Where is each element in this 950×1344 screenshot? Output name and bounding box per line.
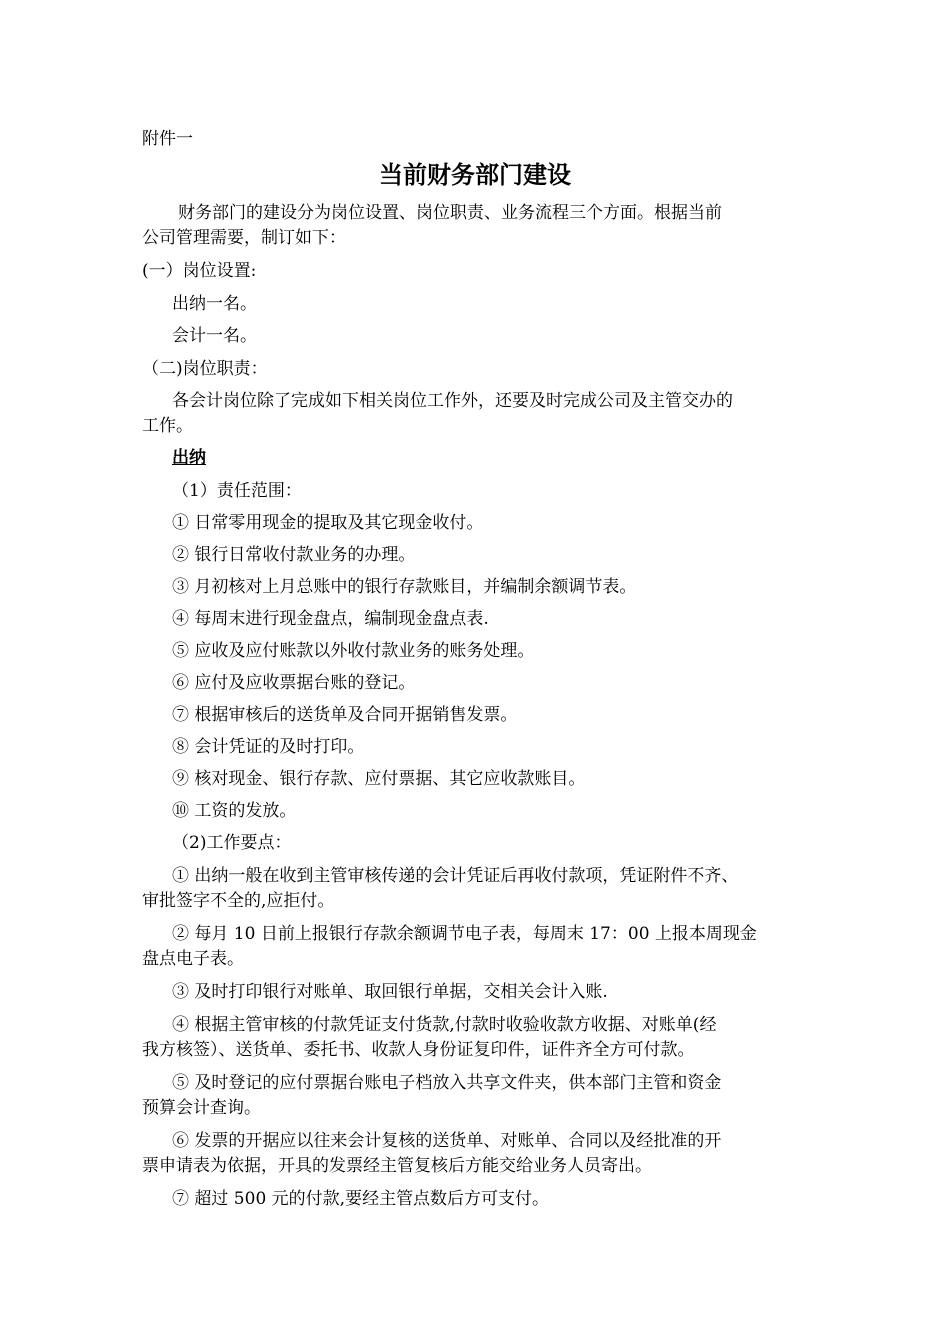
section2-heading: （二)岗位职责：	[142, 359, 268, 379]
point-3-line-1: ③ 及时打印银行对账单、取回银行单据，交相关会计入账.	[172, 982, 608, 1002]
scope-item: ⑤ 应收及应付账款以外收付款业务的账务处理。	[172, 641, 535, 661]
scope-item: ⑨ 核对现金、银行存款、应付票据、其它应收款账目。	[172, 769, 586, 789]
scope-item: ④ 每周末进行现金盘点，编制现金盘点表.	[172, 609, 489, 629]
point-4-line-2: 我方核签）、送货单、委托书、收款人身份证复印件，证件齐全方可付款。	[142, 1040, 695, 1060]
section1-heading: (一）岗位设置:	[142, 261, 257, 281]
cashier-heading: 出纳	[172, 448, 206, 468]
point-6-line-1: ⑥ 发票的开据应以往来会计复核的送货单、对账单、合同以及经批准的开	[172, 1131, 722, 1151]
scope-item: ⑧ 会计凭证的及时打印。	[172, 737, 365, 757]
scope-item: ⑦ 根据审核后的送货单及合同开据销售发票。	[172, 705, 518, 725]
intro-line-1: 财务部门的建设分为岗位设置、岗位职责、业务流程三个方面。根据当前	[178, 203, 722, 223]
scope-item: ③ 月初核对上月总账中的银行存款账目，并编制余额调节表。	[172, 577, 637, 597]
intro-line-2: 公司管理需要，制订如下：	[142, 228, 346, 248]
point-2-line-2: 盘点电子表。	[142, 949, 244, 969]
point-6-line-2: 票申请表为依据，开具的发票经主管复核后方能交给业务人员寄出。	[142, 1156, 652, 1176]
scope-heading: （1）责任范围：	[172, 481, 302, 501]
section2-intro-line-1: 各会计岗位除了完成如下相关岗位工作外，还要及时完成公司及主管交办的	[172, 391, 733, 411]
point-7-line-1: ⑦ 超过 500 元的付款,要经主管点数后方可支付。	[172, 1189, 550, 1209]
scope-item: ⑩ 工资的发放。	[172, 801, 297, 821]
point-1-line-1: ① 出纳一般在收到主管审核传递的会计凭证后再收付款项，凭证附件不齐、	[172, 866, 739, 886]
section2-intro-line-2: 工作。	[142, 416, 193, 436]
position-item: 会计一名。	[172, 326, 257, 346]
point-2-line-1: ② 每月 10 日前上报银行存款余额调节电子表，每周末 17：00 上报本周现金	[172, 924, 757, 944]
position-item: 出纳一名。	[172, 294, 257, 314]
document-title: 当前财务部门建设	[379, 160, 571, 189]
scope-item: ② 银行日常收付款业务的办理。	[172, 545, 416, 565]
annex-label: 附件一	[142, 129, 193, 149]
points-heading: （2)工作要点：	[172, 833, 292, 853]
scope-item: ① 日常零用现金的提取及其它现金收付。	[172, 513, 484, 533]
point-5-line-2: 预算会计查询。	[142, 1098, 261, 1118]
scope-item: ⑥ 应付及应收票据台账的登记。	[172, 673, 416, 693]
point-5-line-1: ⑤ 及时登记的应付票据台账电子档放入共享文件夹，供本部门主管和资金	[172, 1073, 722, 1093]
point-1-line-2: 审批签字不全的,应拒付。	[142, 891, 335, 911]
point-4-line-1: ④ 根据主管审核的付款凭证支付货款,付款时收验收款方收据、对账单(经	[172, 1015, 717, 1035]
